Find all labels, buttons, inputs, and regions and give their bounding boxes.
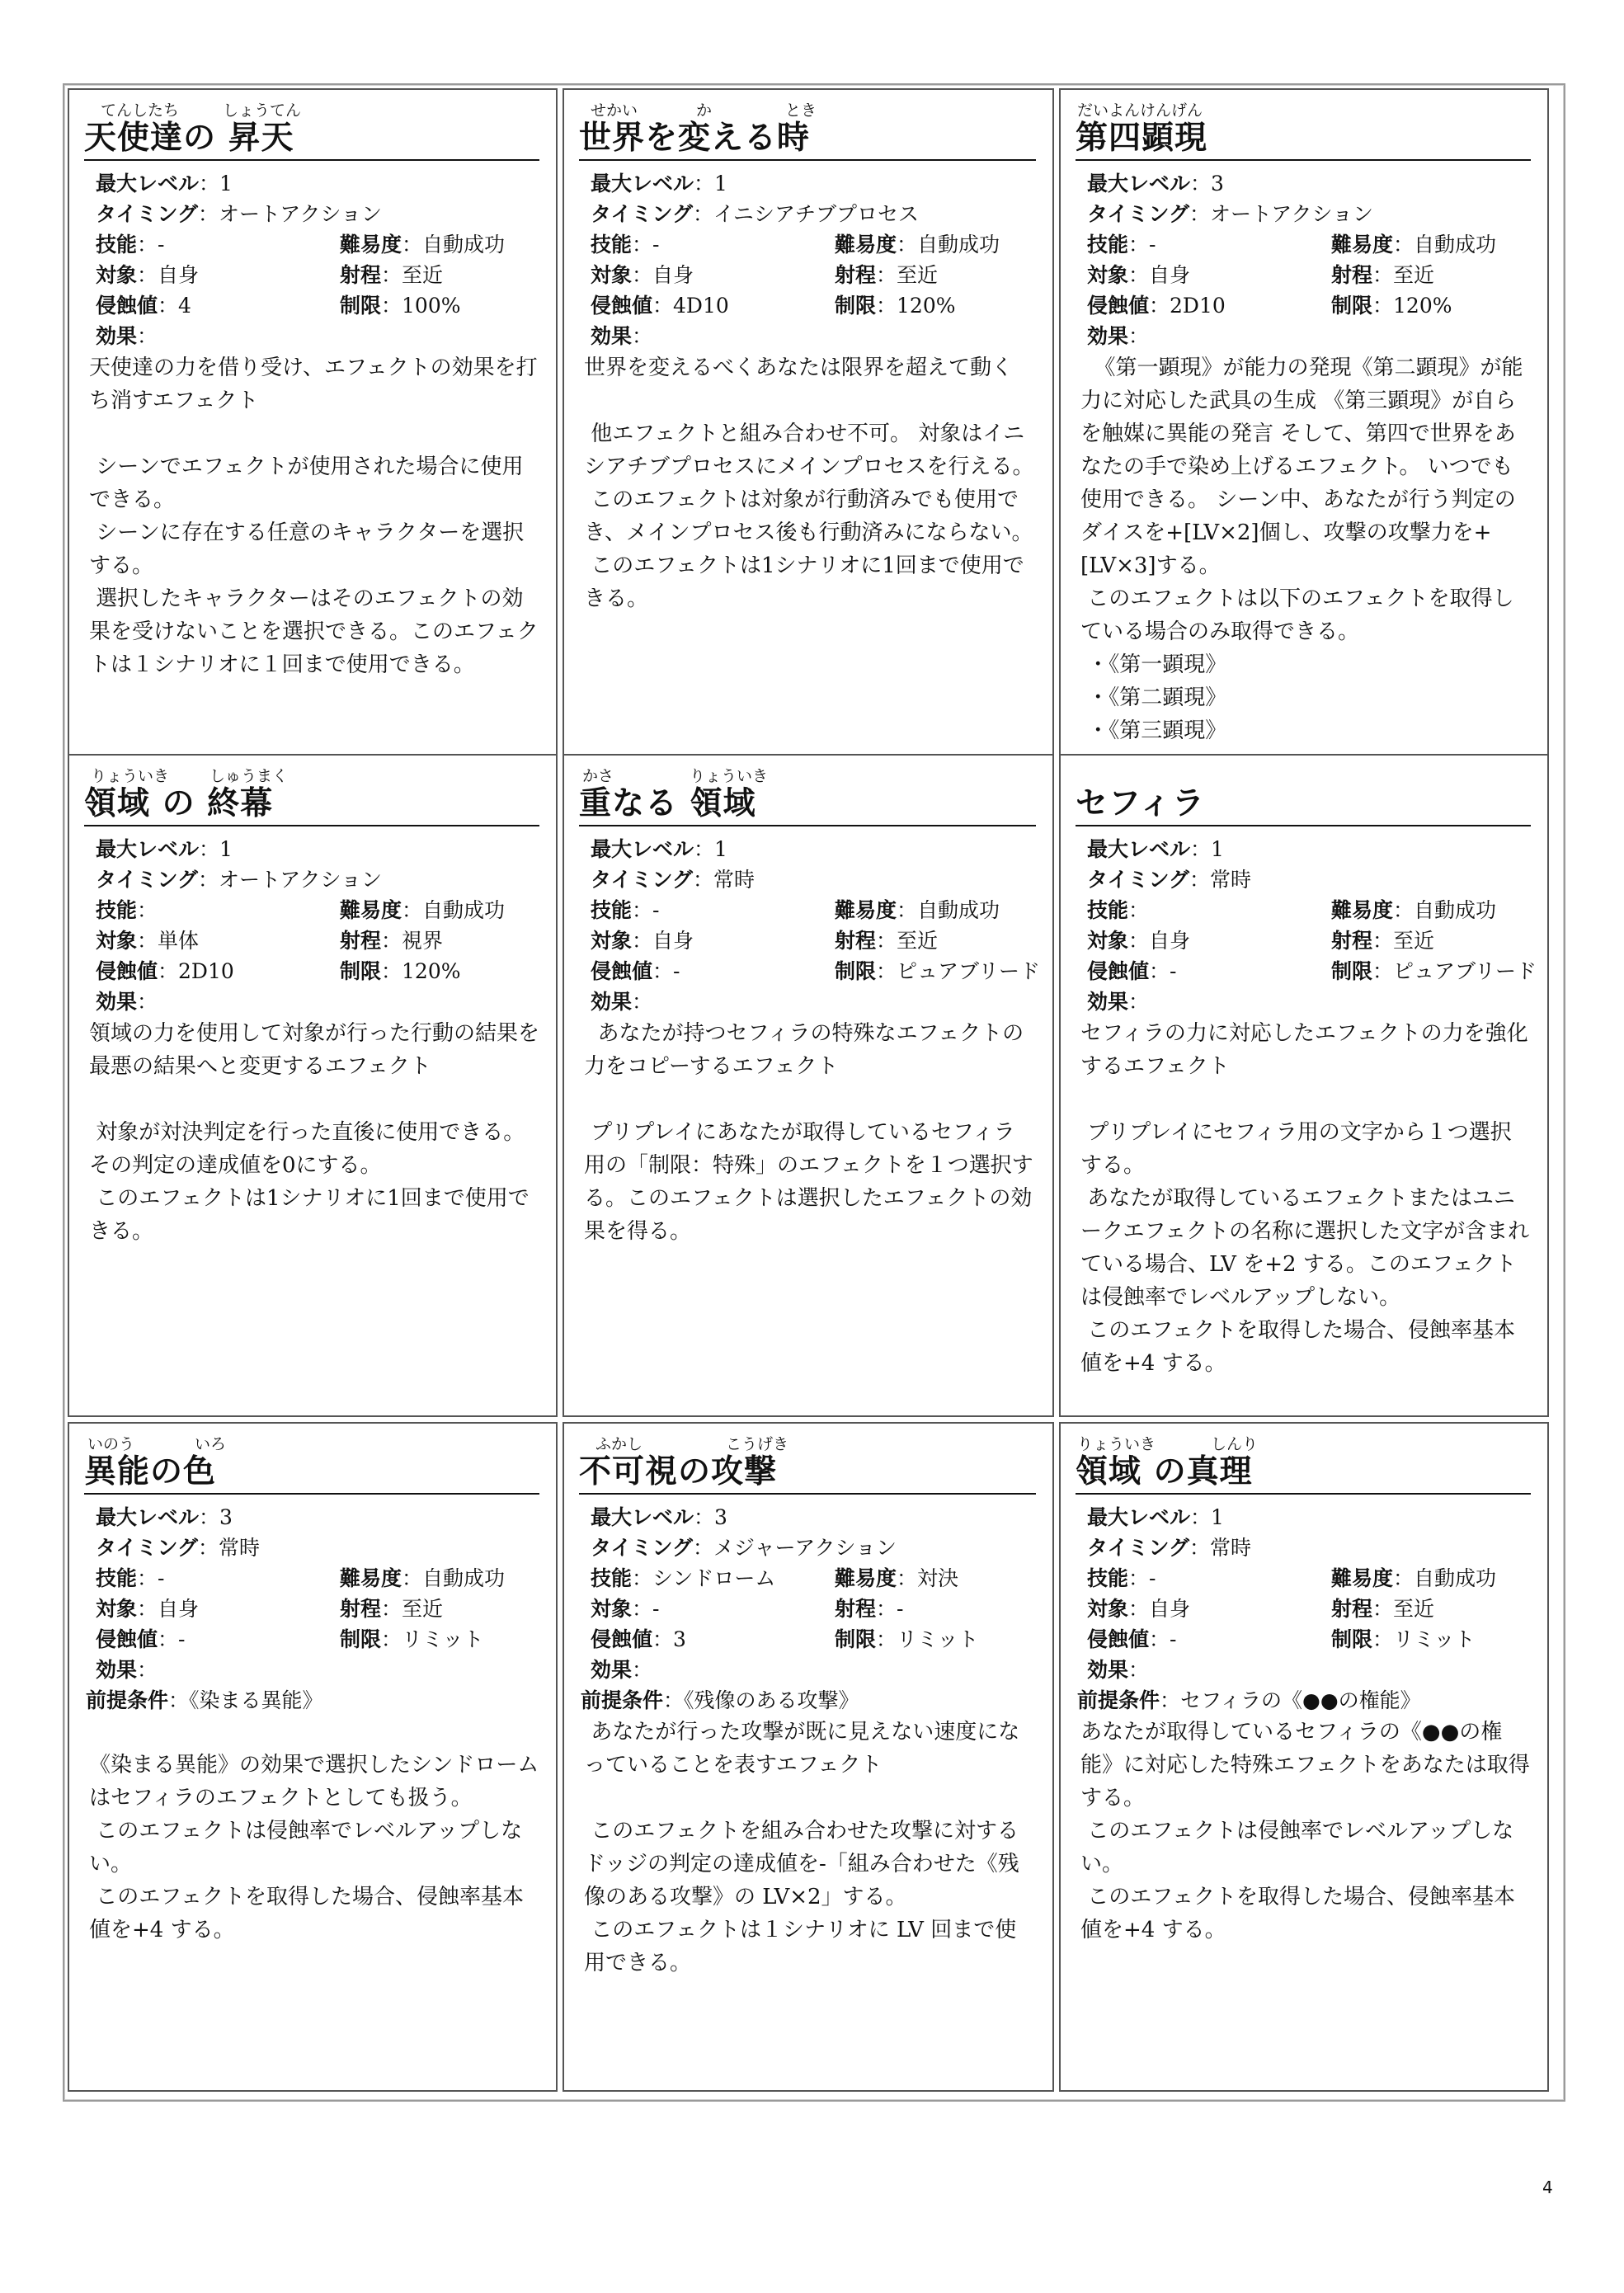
effect-description [584,1017,1036,1248]
effect-title [84,115,539,161]
effect-label-row: 効果： [96,1658,158,1682]
paragraph-gap [584,1083,1036,1116]
prereq-row: 前提条件：セフィラの《●●の権能》 [1077,1688,1421,1712]
skill-row: 技能：- 難易度：自動成功 [591,233,1000,257]
description-paragraph: プリプレイにセフィラ用の文字から１つ選択する。 [1080,1120,1512,1178]
max-level-row: 最大レベル：3 [591,1505,727,1529]
description-paragraph: このエフェクトは1シナリオに1回まで使用できる。 [89,1186,530,1244]
timing-row: タイミング：メジャーアクション [591,1536,897,1560]
effect-card [1059,754,1549,1417]
skill-row: 技能：- 難易度：自動成功 [96,233,506,257]
effect-card [1059,88,1549,756]
timing-row: タイミング：常時 [1087,1536,1252,1560]
effect-card [68,1422,558,2092]
effect-title-text: セフィラ [1076,785,1205,822]
effect-title [1076,115,1531,161]
ruby-reading: か [696,101,713,120]
timing-row: タイミング：常時 [591,868,756,892]
skill-row: 技能：シンドローム 難易度：対決 [591,1566,959,1590]
effect-card [68,88,558,756]
description-paragraph: 他エフェクトと組み合わせ不可。 対象はイニシアチブプロセスにメインプロセスを行える。 [584,421,1034,479]
erosion-row: 侵蝕値：2D10 制限：120% [96,959,461,983]
effect-stats [86,1502,539,1947]
effect-description [1080,1716,1531,1947]
effect-label-row: 効果： [1087,324,1150,348]
erosion-row: 侵蝕値：- 制限：ピュアブリード [591,959,1041,983]
effect-title-text: 領域 の 終幕 [84,785,274,822]
effect-stats [584,168,1036,615]
ruby-reading: かさ [582,767,614,785]
erosion-row: 侵蝕値：3 制限：リミット [591,1627,979,1651]
description-paragraph: あなたが行った攻撃が既に見えない速度になっていることを表すエフェクト [584,1720,1020,1777]
ruby-reading: しょうてん [223,101,302,120]
effect-title [1076,780,1531,826]
description-paragraph: プリプレイにあなたが取得しているセフィラ用の「制限：特殊」のエフェクトを１つ選択する。このエフェクトは選択したエフェクトの効果を得る。 [584,1120,1033,1244]
erosion-row: 侵蝕値：- 制限：リミット [1087,1627,1476,1651]
description-paragraph: シーンでエフェクトが使用された場合に使用できる。 [89,454,524,512]
effect-stats [1080,834,1537,1380]
description-paragraph: あなたが取得しているエフェクトまたはユニークエフェクトの名称に選択した文字が含まれている場合、LV を+2 する。このエフェクトは侵蝕率でレベルアップしない。 [1080,1186,1530,1310]
effect-title-text: 世界を変える時 [579,120,811,157]
effect-label-row: 効果： [591,324,653,348]
description-paragraph: 選択したキャラクターはそのエフェクトの効果を受けないことを選択できる。このエフェクトは１シナリオに１回まで使用できる。 [89,586,539,677]
paragraph-gap [584,384,1036,417]
description-paragraph: 天使達の力を借り受け、エフェクトの効果を打ち消すエフェクト [89,355,538,413]
effect-description [89,1716,539,1947]
effect-title [579,115,1036,161]
effect-card [563,754,1054,1417]
ruby-reading: りょういき [91,767,170,785]
effect-label-row: 効果： [1087,1658,1150,1682]
effect-title-text: 領域 の真理 [1076,1453,1253,1490]
ruby-reading: とき [785,101,817,120]
effect-stats [1077,1502,1531,1947]
prereq-row: 前提条件：《染まる異能》 [86,1688,323,1712]
description-paragraph: このエフェクトは侵蝕率でレベルアップしない。 [1080,1819,1514,1876]
target-row: 対象：単体 射程：視界 [96,929,444,953]
timing-row: タイミング：オートアクション [96,868,383,892]
erosion-row: 侵蝕値：- 制限：リミット [96,1627,484,1651]
effect-description [89,1017,539,1248]
timing-row: タイミング：常時 [1087,868,1252,892]
skill-row: 技能： 難易度：自動成功 [1087,898,1497,922]
timing-row: タイミング：オートアクション [96,202,383,226]
ruby-reading: せかい [591,101,638,120]
target-row: 対象：自身 射程：至近 [1087,1597,1435,1621]
effect-title [579,780,1036,826]
effect-title [579,1448,1036,1495]
description-paragraph: このエフェクトを組み合わせた攻撃に対するドッジの判定の達成値を-「組み合わせた《残像のある攻撃》の LV×2」する。 [584,1819,1019,1909]
effect-description [584,351,1036,615]
skill-row: 技能：- 難易度：自動成功 [96,1566,506,1590]
effect-label-row: 効果： [96,324,158,348]
target-row: 対象：自身 射程：至近 [1087,263,1435,287]
effect-card [563,1422,1054,2092]
effect-label-row: 効果： [591,990,653,1014]
max-level-row: 最大レベル：1 [1087,1505,1224,1529]
ruby-reading: てんしたち [101,101,180,120]
description-paragraph: あなたが取得しているセフィラの《●●の権能》に対応した特殊エフェクトをあなたは取得する。 [1080,1720,1530,1810]
effect-title-text: 天使達の 昇天 [84,120,294,157]
description-paragraph: 領域の力を使用して対象が行った行動の結果を最悪の結果へと変更するエフェクト [89,1021,540,1079]
paragraph-gap [89,1083,539,1116]
effect-card [1059,1422,1549,2092]
effect-description [89,351,539,681]
description-paragraph: あなたが持つセフィラの特殊なエフェクトの力をコピーするエフェクト [584,1021,1024,1079]
ruby-reading: だいよんけんげん [1077,101,1203,120]
target-row: 対象：自身 射程：至近 [591,263,939,287]
ruby-reading: こうげき [726,1435,789,1453]
effect-description [1080,351,1531,747]
max-level-row: 最大レベル：1 [96,837,233,861]
description-paragraph: このエフェクトは以下のエフェクトを取得している場合のみ取得できる。 [1080,586,1514,644]
effect-label-row: 効果： [591,1658,653,1682]
description-paragraph: このエフェクトを取得した場合、侵蝕率基本値を+4 する。 [1080,1318,1515,1376]
page-number: 4 [1542,2178,1553,2197]
description-paragraph: 《第一顕現》が能力の発現《第二顕現》が能力に対応した武具の生成 《第三顕現》が自らを触媒に異能の発言 そして、第四で世界をあなたの手で染め上げるエフェクト。 いつでも使用できる。 シーン中、あなたが行う判定のダイスを+[LV×2]個し、攻撃の攻撃力を+[LV×3]する。 [1080,355,1523,578]
effect-stats [1080,168,1531,747]
skill-row: 技能： 難易度：自動成功 [96,898,506,922]
max-level-row: 最大レベル：1 [1087,837,1224,861]
skill-row: 技能：- 難易度：自動成功 [1087,233,1497,257]
erosion-row: 侵蝕値：4D10 制限：120% [591,294,956,318]
effect-description [1080,1017,1531,1380]
effect-stats [89,168,539,681]
timing-row: タイミング：オートアクション [1087,202,1374,226]
effect-stats [584,834,1041,1248]
max-level-row: 最大レベル：1 [591,837,727,861]
description-paragraph: シーンに存在する任意のキャラクターを選択する。 [89,520,525,578]
timing-row: タイミング：常時 [96,1536,261,1560]
ruby-reading: りょういき [1077,1435,1156,1453]
max-level-row: 最大レベル：3 [96,1505,233,1529]
effect-title [1076,1448,1531,1495]
description-paragraph: 対象が対決判定を行った直後に使用できる。 その判定の達成値を0にする。 [89,1120,532,1178]
target-row: 対象：自身 射程：至近 [96,1597,444,1621]
skill-row: 技能：- 難易度：自動成功 [591,898,1000,922]
description-paragraph: 《染まる異能》の効果で選択したシンドロームはセフィラのエフェクトとしても扱う。 [89,1753,539,1810]
target-row: 対象：自身 射程：至近 [96,263,444,287]
ruby-reading: いのう [87,1435,135,1453]
effect-description [584,1716,1036,1980]
ruby-reading: いろ [195,1435,227,1453]
description-paragraph: セフィラの力に対応したエフェクトの力を強化するエフェクト [1080,1021,1528,1079]
effect-title-text: 重なる 領域 [579,785,756,822]
effect-stats [89,834,540,1248]
effect-card [68,754,558,1417]
prereq-row: 前提条件：《残像のある攻撃》 [581,1688,859,1712]
description-paragraph: ・《第三顕現》 [1080,718,1227,743]
effect-title [84,780,539,826]
paragraph-gap [89,1716,539,1749]
target-row: 対象：自身 射程：至近 [1087,929,1435,953]
description-paragraph: 世界を変えるべくあなたは限界を超えて動く [584,355,1014,380]
effect-title-text: 不可視の攻撃 [579,1453,778,1490]
effect-title-text: 異能の色 [84,1453,217,1490]
max-level-row: 最大レベル：1 [591,172,727,195]
target-row: 対象：- 射程：- [591,1597,904,1621]
description-paragraph: このエフェクトは１シナリオに LV 回まで使用できる。 [584,1918,1017,1975]
ruby-reading: りょういき [690,767,769,785]
erosion-row: 侵蝕値：4 制限：100% [96,294,461,318]
effect-title [84,1448,539,1495]
effect-stats [581,1502,1036,1980]
ruby-reading: ふかし [595,1435,643,1453]
erosion-row: 侵蝕値：- 制限：ピュアブリード [1087,959,1537,983]
paragraph-gap [89,417,539,450]
description-paragraph: このエフェクトを取得した場合、侵蝕率基本値を+4 する。 [89,1885,524,1942]
paragraph-gap [1080,1083,1531,1116]
description-paragraph: このエフェクトは1シナリオに1回まで使用できる。 [584,553,1024,611]
target-row: 対象：自身 射程：至近 [591,929,939,953]
effect-label-row: 効果： [96,990,158,1014]
max-level-row: 最大レベル：3 [1087,172,1224,195]
description-paragraph: このエフェクトを取得した場合、侵蝕率基本値を+4 する。 [1080,1885,1515,1942]
paragraph-gap [584,1782,1036,1815]
max-level-row: 最大レベル：1 [96,172,233,195]
effect-card [563,88,1054,756]
description-paragraph: このエフェクトは対象が行動済みでも使用でき、メインプロセス後も行動済みにならない。 [584,487,1033,545]
description-paragraph: ・《第一顕現》 [1080,652,1227,677]
skill-row: 技能：- 難易度：自動成功 [1087,1566,1497,1590]
description-paragraph: このエフェクトは侵蝕率でレベルアップしない。 [89,1819,523,1876]
effect-title-text: 第四顕現 [1076,120,1208,157]
timing-row: タイミング：イニシアチブプロセス [591,202,920,226]
ruby-reading: しんり [1211,1435,1259,1453]
description-paragraph: ・《第二顕現》 [1080,685,1227,710]
erosion-row: 侵蝕値：2D10 制限：120% [1087,294,1452,318]
effect-label-row: 効果： [1087,990,1150,1014]
ruby-reading: しゅうまく [209,767,289,785]
